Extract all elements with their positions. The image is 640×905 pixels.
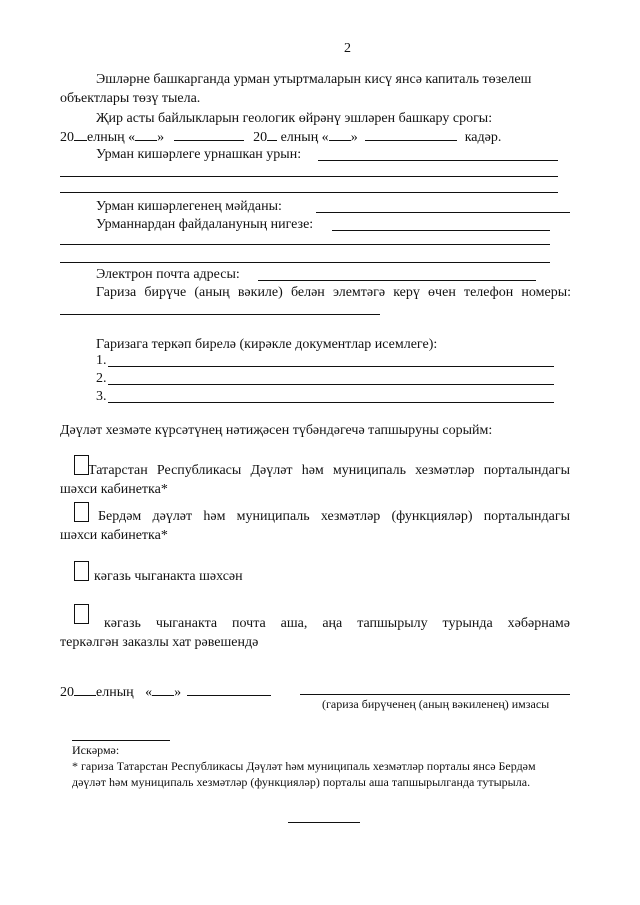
deadline-label: Җир асты байлыкларын геологик өйрәнү эшләрен башкару срогы:	[96, 111, 493, 126]
signature-month-blank[interactable]	[187, 683, 271, 696]
option-1-checkbox[interactable]	[74, 455, 89, 475]
option-3-label: кәгазь чыганакта шәхсән	[94, 569, 243, 584]
note-line-1: * гариза Татарстан Республикасы Дәүләт һәм муниципаль хезмәтләр порталы янсә Бердәм	[72, 759, 536, 773]
area-field[interactable]	[316, 212, 570, 213]
deadline-month-1-blank[interactable]	[174, 128, 244, 141]
option-2-checkbox[interactable]	[74, 502, 89, 522]
deadline-day-2-blank[interactable]	[329, 128, 351, 141]
option-1-label: Татарстан Республикасы Дәүләт һәм муниципаль хезмәтләр порталындагы	[88, 463, 570, 478]
intro-line-1: Эшләрне башкарганда урман утыртмаларын кисү янсә капиталь төзелеш	[96, 72, 532, 87]
note-line-2: дәүләт һәм муниципаль хезмәтләр (функцияләр) порталы аша тапшырылганда тутырыла.	[72, 775, 531, 789]
attachment-number-1: 1.	[96, 353, 107, 368]
option-4-checkbox[interactable]	[74, 604, 89, 624]
attachment-number-3: 3.	[96, 389, 107, 404]
signature-caption: (гариза бирүченең (аның вәкиленең) имзасы	[322, 697, 550, 711]
deadline-day-1-blank[interactable]	[135, 128, 157, 141]
location-field-line-3[interactable]	[60, 192, 558, 193]
deadline-month-2-blank[interactable]	[365, 128, 457, 141]
email-label: Электрон почта адресы:	[96, 267, 240, 282]
location-label: Урман кишәрлеге урнашкан урын:	[96, 147, 302, 162]
basis-field[interactable]	[332, 230, 550, 231]
basis-field-line-2[interactable]	[60, 244, 550, 245]
option-4-label-2: теркәлгән заказлы хат рәвешендә	[60, 635, 259, 650]
result-title: Дәүләт хезмәте күрсәтүнең нәтиҗәсен түбәндәгечә тапшыруны сорыйм:	[60, 423, 493, 438]
option-3-checkbox[interactable]	[74, 561, 89, 581]
attachment-field-3[interactable]	[108, 402, 554, 403]
note-label: Искәрмә:	[72, 743, 120, 757]
email-field[interactable]	[258, 280, 536, 281]
intro-line-2: объектлары төзү тыела.	[60, 91, 201, 106]
option-2-label-2: шәхси кабинетка*	[60, 528, 168, 543]
deadline-year-2-blank[interactable]	[267, 128, 277, 141]
page-end-rule	[288, 822, 360, 823]
footnote-separator	[72, 740, 170, 741]
phone-field[interactable]	[60, 314, 380, 315]
attachment-number-2: 2.	[96, 371, 107, 386]
option-4-label: кәгазь чыганакта почта аша, аңа тапшырылу турында хәбәрнамә	[104, 616, 570, 631]
attachment-field-1[interactable]	[108, 366, 554, 367]
signature-year-blank[interactable]	[74, 683, 96, 696]
phone-label: Гариза бирүче (аның вәкиле) белән элемтәгә керү өчен телефон номеры:	[96, 285, 571, 300]
location-field[interactable]	[318, 160, 558, 161]
option-2-label: Бердәм дәүләт һәм муниципаль хезмәтләр (функцияләр) порталындагы	[98, 509, 570, 524]
location-field-line-2[interactable]	[60, 176, 558, 177]
signature-day-blank[interactable]	[152, 683, 174, 696]
signature-date: 20 елның « »	[60, 683, 271, 701]
signature-field[interactable]	[300, 694, 570, 695]
attachments-title: Гаризага теркәп бирелә (кирәкле документлар исемлеге):	[96, 337, 438, 352]
deadline-dates: 20 елның « » 20 елның « » кадәр.	[60, 130, 502, 145]
area-label: Урман кишәрлегенең мәйданы:	[96, 199, 282, 214]
attachment-field-2[interactable]	[108, 384, 554, 385]
basis-label: Урманнардан файдалануның нигезе:	[96, 217, 314, 232]
deadline-year-1-blank[interactable]	[74, 128, 87, 141]
option-1-label-2: шәхси кабинетка*	[60, 482, 168, 497]
deadline-year-1: 20	[60, 130, 74, 145]
page-number: 2	[344, 41, 351, 56]
basis-field-line-3[interactable]	[60, 262, 550, 263]
